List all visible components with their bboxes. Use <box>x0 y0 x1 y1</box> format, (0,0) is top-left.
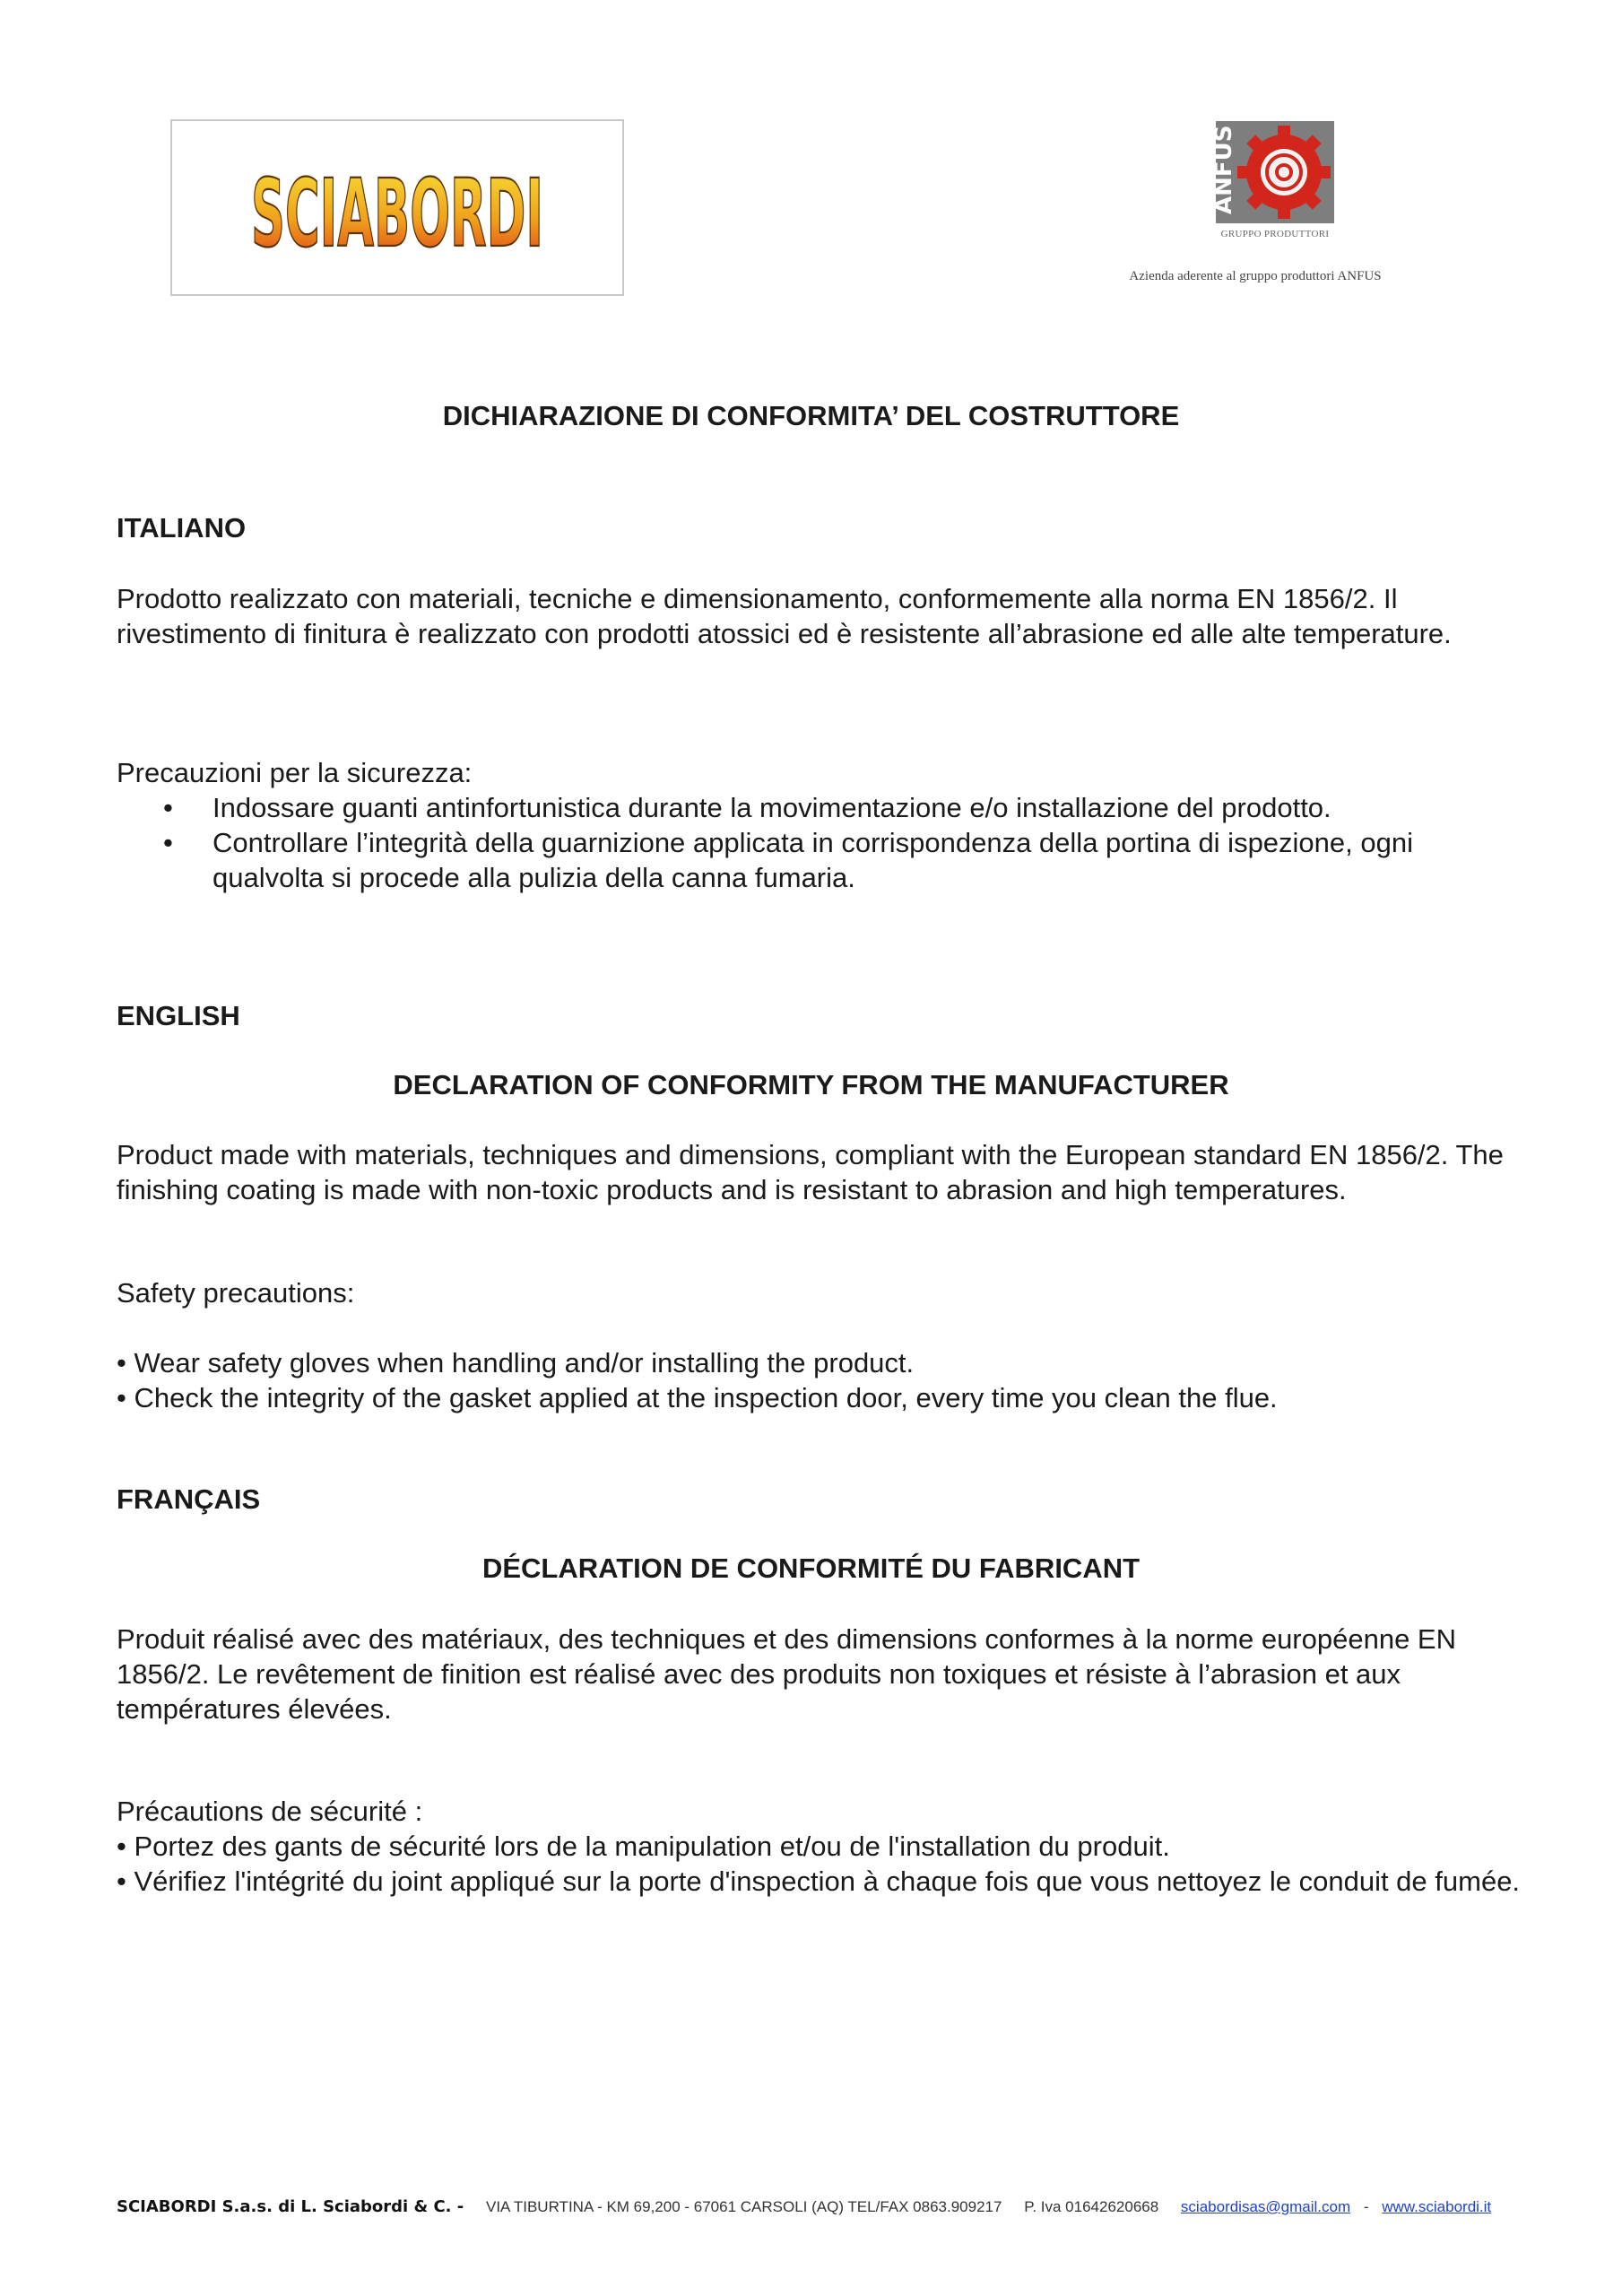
italiano-paragraph: Prodotto realizzato con materiali, tecniche e dimensionamento, conformemente alla norma EN 1856/2. Il rivestimento di finitura è realizzato con prodotti atossici ed è resistente all’abrasione ed alle alte temperature. <box>117 583 1452 649</box>
list-item <box>117 790 1524 825</box>
english-safety-title: Safety precautions: <box>117 1277 355 1309</box>
gear-icon <box>1237 126 1331 219</box>
francais-heading: FRANÇAIS <box>117 1483 261 1515</box>
francais-paragraph: Produit réalisé avec des matériaux, des techniques et des dimensions conformes à la norme européenne EN 1856/2. Le revêtement de finition est réalisé avec des produits non toxiques et résiste à l’abrasion et aux températures élevées. <box>117 1623 1456 1725</box>
english-paragraph: Product made with materials, techniques and dimensions, compliant with the European standard EN 1856/2. The finishing coating is made with non-toxic products and is resistant to abrasion and high temperatures. <box>117 1139 1504 1205</box>
francais-title: DÉCLARATION DE CONFORMITÉ DU FABRICANT <box>481 1552 1141 1584</box>
list-item-text: Indossare guanti antinfortunistica durante la movimentazione e/o installazione del prodotto. <box>213 792 1331 823</box>
logo-text: SCIABORDI <box>251 158 543 268</box>
sciabordi-logo-wordmark <box>245 154 550 268</box>
list-item: • Vérifiez l'intégrité du joint appliqué sur la porte d'inspection à chaque fois que vous nettoyez le conduit de fumée. <box>117 1866 1521 1897</box>
list-item: • Check the integrity of the gasket applied at the inspection door, every time you clean the flue. <box>117 1382 1278 1413</box>
footer-address: VIA TIBURTINA - KM 69,200 - 67061 CARSOLI (AQ) TEL/FAX 0863.909217 <box>485 2198 1002 2215</box>
anfus-logo <box>1210 121 1334 239</box>
bullet-icon: • <box>163 792 173 823</box>
footer-email-link[interactable]: sciabordisas@gmail.com <box>1180 2198 1351 2215</box>
english-bullet-list <box>117 1345 1524 1415</box>
bullet-icon: • <box>163 827 173 858</box>
list-item: • Portez des gants de sécurité lors de la manipulation et/ou de l'installation du produit. <box>117 1831 1170 1862</box>
italiano-safety-title: Precauzioni per la sicurezza: <box>117 757 473 788</box>
english-title: DECLARATION OF CONFORMITY FROM THE MANUFACTURER <box>393 1069 1229 1100</box>
francais-safety-title: Précautions de sécurité : <box>117 1796 423 1827</box>
list-item-text: Controllare l’integrità della guarnizione applicata in corrispondenza della portina di ispezione, ogni qualvolta si procede alla pulizia della canna fumaria. <box>213 827 1413 893</box>
footer-website-link[interactable]: www.sciabordi.it <box>1382 2198 1492 2215</box>
anfus-caption: Azienda aderente al gruppo produttori ANFUS <box>1129 269 1382 283</box>
document-title: DICHIARAZIONE DI CONFORMITA’ DEL COSTRUTTORE <box>442 400 1180 431</box>
anfus-emblem <box>1210 121 1334 223</box>
italiano-heading: ITALIANO <box>117 512 247 544</box>
francais-bullet-list <box>117 1829 1524 1899</box>
english-heading: ENGLISH <box>117 1000 240 1031</box>
anfus-text: ANFUS <box>1210 125 1237 214</box>
footer-company: SCIABORDI S.a.s. di L. Sciabordi & C. - <box>117 2197 464 2216</box>
francais-safety <box>117 1794 1524 1899</box>
anfus-subtitle: GRUPPO PRODUTTORI <box>1220 229 1330 239</box>
list-item <box>117 825 1524 895</box>
list-item: • Wear safety gloves when handling and/or installing the product. <box>117 1347 915 1378</box>
italiano-bullet-list <box>117 790 1524 895</box>
sciabordi-logo <box>170 119 624 296</box>
footer-separator: - <box>1363 2198 1369 2215</box>
footer-vat: P. Iva 01642620668 <box>1024 2198 1159 2215</box>
footer <box>117 2197 1551 2216</box>
italiano-safety <box>117 755 1524 895</box>
